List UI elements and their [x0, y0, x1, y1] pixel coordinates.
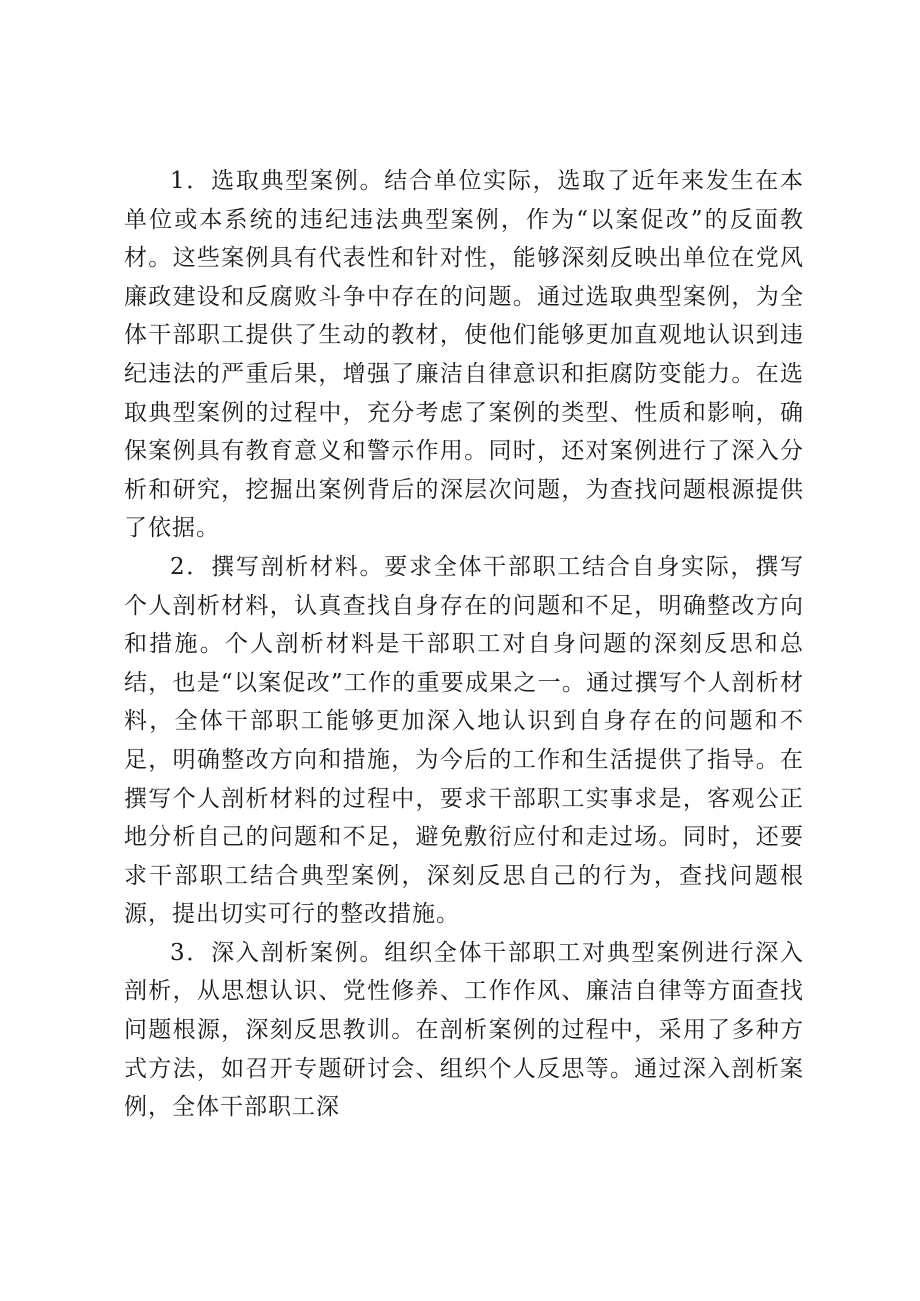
paragraph-1: 1．选取典型案例。结合单位实际，选取了近年来发生在本单位或本系统的违纪违法典型案例，作为“以案促改”的反面教材。这些案例具有代表性和针对性，能够深刻反映出单位在党风廉政建设和反腐败斗争中存在的问题。通过选取典型案例，为全体干部职工提供了生动的教材，使他们能够更加直观地认识到违纪违法的严重后果，增强了廉洁自律意识和拒腐防变能力。在选取典型案例的过程中，充分考虑了案例的类型、性质和影响，确保案例具有教育意义和警示作用。同时，还对案例进行了深入分析和研究，挖掘出案例背后的深层次问题，为查找问题根源提供了依据。	[124, 168, 804, 542]
document-body	[124, 162, 804, 1127]
paragraph-3: 3．深入剖析案例。组织全体干部职工对典型案例进行深入剖析，从思想认识、党性修养、工作作风、廉洁自律等方面查找问题根源，深刻反思教训。在剖析案例的过程中，采用了多种方式方法，如召开专题研讨会、组织个人反思等。通过深入剖析案例，全体干部职工深	[124, 939, 804, 1121]
paragraph-2: 2．撰写剖析材料。要求全体干部职工结合自身实际，撰写个人剖析材料，认真查找自身存在的问题和不足，明确整改方向和措施。个人剖析材料是干部职工对自身问题的深刻反思和总结，也是“以案促改”工作的重要成果之一。通过撰写个人剖析材料，全体干部职工能够更加深入地认识到自身存在的问题和不足，明确整改方向和措施，为今后的工作和生活提供了指导。在撰写个人剖析材料的过程中，要求干部职工实事求是，客观公正地分析自己的问题和不足，避免敷衍应付和走过场。同时，还要求干部职工结合典型案例，深刻反思自己的行为，查找问题根源，提出切实可行的整改措施。	[124, 553, 804, 928]
